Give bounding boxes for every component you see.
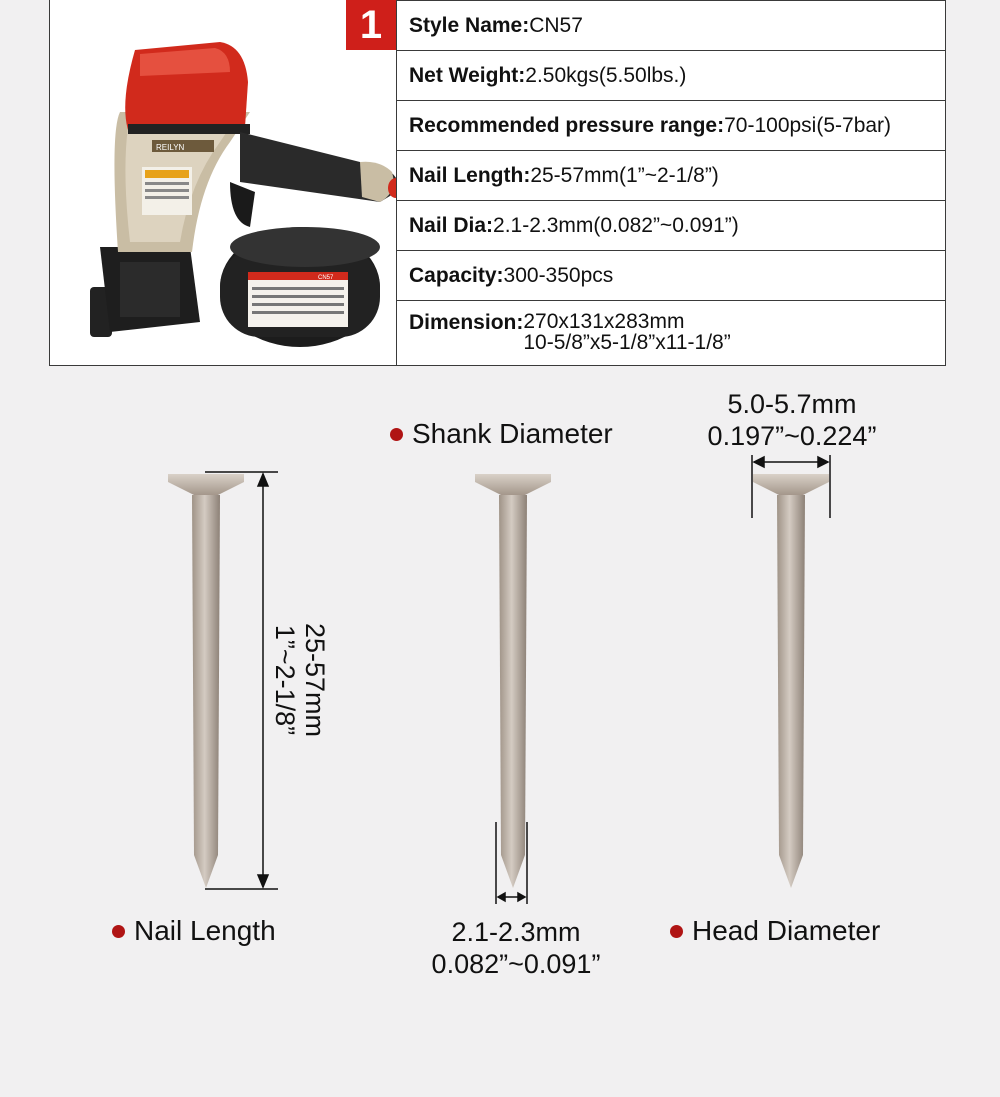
nail-length-label: Nail Length [112, 915, 276, 947]
coil-nailer-image [80, 32, 397, 352]
brand-text: REILYN [156, 143, 185, 152]
nail-2 [475, 474, 551, 888]
shank-diameter-label: Shank Diameter [390, 418, 613, 450]
shank-diameter-value: 2.1-2.3mm 0.082”~0.091” [431, 917, 601, 979]
bullet-dot [670, 925, 683, 938]
spec-row-nail-length: Nail Length: 25-57mm(1”~2-1/8”) [397, 151, 945, 201]
head-diameter-label: Head Diameter [670, 915, 880, 947]
spec-row-capacity: Capacity: 300-350pcs [397, 251, 945, 301]
model-text: CN57 [318, 275, 334, 281]
bullet-dot [112, 925, 125, 938]
nail-1 [168, 474, 244, 888]
spec-row-style: Style Name: CN57 [397, 0, 945, 51]
spec-rows [397, 0, 945, 365]
spec-row-dimension: Dimension: 270x131x283mm 10-5/8”x5-1/8”x11-1/8” [397, 301, 945, 365]
nail-drawings [0, 366, 1000, 1097]
bullet-dot [390, 428, 403, 441]
nail-diagram [0, 366, 1000, 1097]
product-image-cell [50, 0, 397, 365]
spec-row-pressure: Recommended pressure range: 70-100psi(5-7bar) [397, 101, 945, 151]
spec-row-weight: Net Weight: 2.50kgs(5.50lbs.) [397, 51, 945, 101]
spec-row-nail-dia: Nail Dia: 2.1-2.3mm(0.082”~0.091”) [397, 201, 945, 251]
head-diameter-value: 5.0-5.7mm 0.197”~0.224” [707, 389, 877, 451]
nail-3 [753, 474, 829, 888]
nail-length-value: 25-57mm 1”~2-1/8” [270, 622, 330, 738]
spec-table [49, 0, 946, 366]
step-badge: 1 [346, 0, 396, 50]
